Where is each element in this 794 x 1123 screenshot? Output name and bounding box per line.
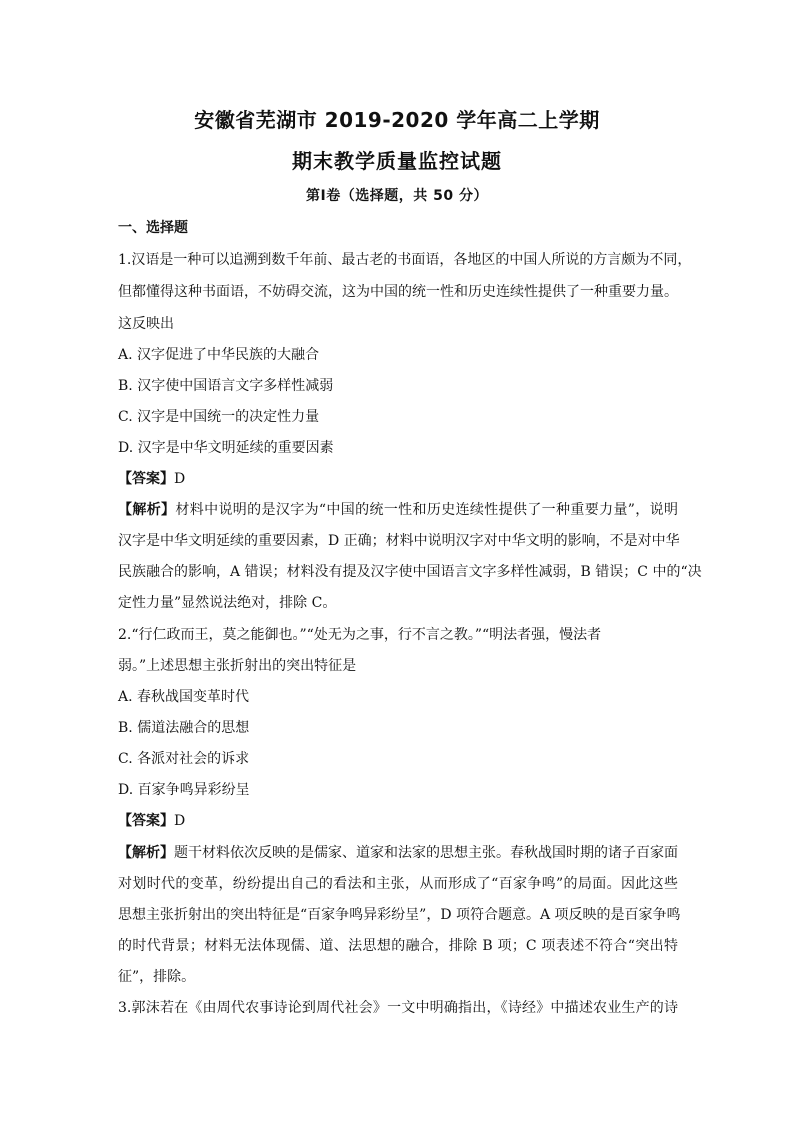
q2-analysis-line <box>118 843 678 863</box>
q2-analysis-line: 的时代背景；材料无法体现儒、道、法思想的融合，排除 B 项；C 项表述不符合“突出特 <box>118 938 678 954</box>
q2-option-c: C. 各派对社会的诉求 <box>118 751 250 767</box>
q1-option-c: C. 汉字是中国统一的决定性力量 <box>118 409 320 425</box>
document-title: 安徽省芜湖市 2019-2020 学年高二上学期 <box>194 108 600 132</box>
q1-analysis-line: 汉字是中华文明延续的重要因素，D 正确；材料中说明汉字对中华文明的影响，不是对中华 <box>118 533 680 549</box>
q1-stem-line: 但都懂得这种书面语，不妨碍交流，这为中国的统一性和历史连续性提供了一种重要力量。 <box>118 284 678 300</box>
q1-analysis-line: 定性力量”显然说法绝对，排除 C。 <box>118 595 337 611</box>
analysis-text: 材料中说明的是汉字为“中国的统一性和历史连续性提供了一种重要力量”，说明 <box>175 502 679 518</box>
analysis-label: 【解析】 <box>118 502 176 518</box>
q2-stem-line: 2.“行仁政而王，莫之能御也。”“处无为之事，行不言之教。”“明法者强，慢法者 <box>118 627 602 643</box>
q2-option-b: B. 儒道法融合的思想 <box>118 720 250 736</box>
q3-stem-line: 3.郭沫若在《由周代农事诗论到周代社会》一文中明确指出，《诗经》中描述农业生产的诗 <box>118 1000 678 1016</box>
q2-analysis-line: 思想主张折射出的突出特征是“百家争鸣异彩纷呈”，D 项符合题意。A 项反映的是百家争鸣 <box>118 907 681 923</box>
q1-option-d: D. 汉字是中华文明延续的重要因素 <box>118 440 334 456</box>
q2-answer <box>118 811 678 831</box>
q1-analysis-line: 民族融合的影响，A 错误；材料没有提及汉字使中国语言文字多样性减弱，B 错误；C 中的“决 <box>118 564 702 580</box>
analysis-text: 题干材料依次反映的是儒家、道家和法家的思想主张。春秋战国时期的诸子百家面 <box>174 845 678 861</box>
document-title-line2: 期末教学质量监控试题 <box>292 149 502 173</box>
answer-label: 【答案】 <box>118 813 174 829</box>
q2-option-a: A. 春秋战国变革时代 <box>118 689 250 705</box>
q1-option-a: A. 汉字促进了中华民族的大融合 <box>118 347 320 363</box>
q2-analysis-line: 对划时代的变革，纷纷提出自己的看法和主张，从而形成了“百家争鸣”的局面。因此这些 <box>118 876 678 892</box>
analysis-label: 【解析】 <box>118 845 174 861</box>
q1-analysis-line <box>118 500 678 520</box>
section-heading: 一、选择题 <box>118 220 188 236</box>
q1-answer <box>118 469 678 489</box>
answer-label: 【答案】 <box>118 471 174 487</box>
answer-value: D <box>174 471 186 487</box>
answer-value: D <box>174 813 186 829</box>
q2-stem-line: 弱。”上述思想主张折射出的突出特征是 <box>118 658 357 674</box>
q1-stem-line: 1.汉语是一种可以追溯到数千年前、最古老的书面语，各地区的中国人所说的方言颇为不同， <box>118 252 692 268</box>
q2-analysis-line: 征”，排除。 <box>118 969 196 985</box>
q1-option-b: B. 汉字使中国语言文字多样性减弱 <box>118 378 334 394</box>
section-subtitle: 第Ⅰ卷（选择题，共 50 分） <box>306 188 488 204</box>
q2-option-d: D. 百家争鸣异彩纷呈 <box>118 782 250 798</box>
q1-stem-line: 这反映出 <box>118 316 174 332</box>
